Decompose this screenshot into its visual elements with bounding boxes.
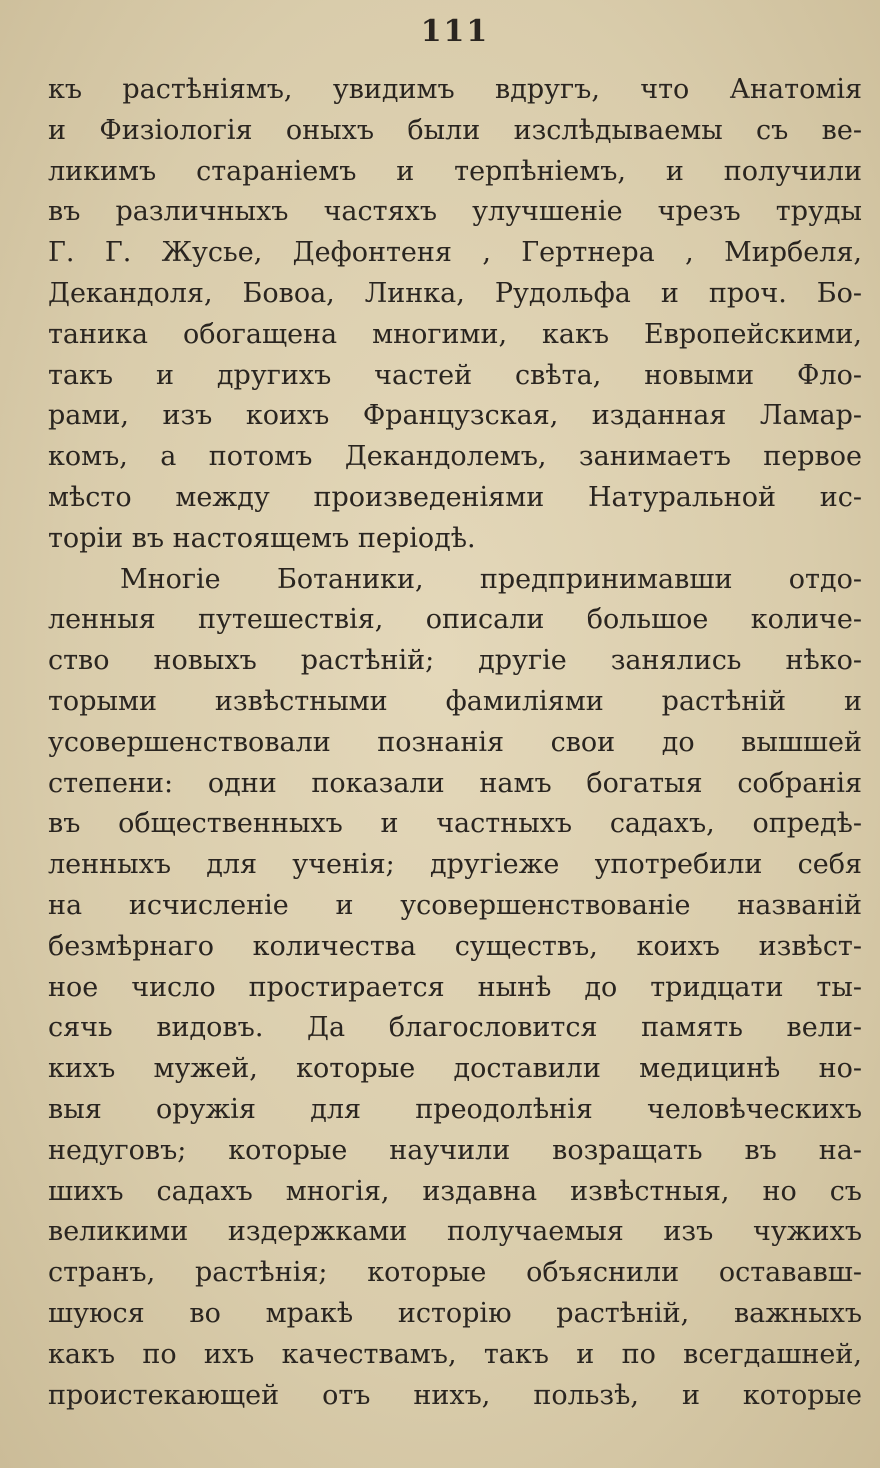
text-line: торыми извѣстными фамиліями растѣній и	[48, 685, 862, 717]
text-line: Декандоля, Бовоа, Линка, Рудольфа и проч. Бо-	[48, 277, 862, 309]
text-line: сячь видовъ. Да благословится память вели-	[48, 1012, 862, 1044]
text-line: въ общественныхъ и частныхъ садахъ, опредѣ-	[48, 808, 862, 840]
text-line: ство новыхъ растѣній; другіе занялись нѣко-	[48, 645, 862, 677]
text-line: на исчисленіе и усовершенствованіе названій	[48, 889, 862, 921]
text-line: торіи въ настоящемъ періодѣ.	[48, 522, 476, 554]
text-line: въ различныхъ частяхъ улучшеніе чрезъ труды	[48, 196, 862, 228]
text-line: странъ, растѣнія; которые объяснили остававш-	[48, 1257, 862, 1289]
text-line: рами, изъ коихъ Французская, изданная Ламар-	[48, 400, 862, 432]
text-line: ленныя путешествія, описали большое количе-	[48, 604, 862, 636]
text-line: таника обогащена многими, какъ Европейскими,	[48, 318, 862, 350]
text-line: такъ и другихъ частей свѣта, новыми Фло-	[48, 359, 862, 391]
text-line: великими издержками получаемыя изъ чужихъ	[48, 1216, 862, 1248]
text-line: ное число простирается нынѣ до тридцати ты-	[48, 971, 862, 1003]
text-body	[48, 70, 862, 1416]
text-line: и Физіологія оныхъ были изслѣдываемы съ ве-	[48, 114, 862, 146]
text-line: шуюся во мракѣ исторію растѣній, важныхъ	[48, 1297, 862, 1329]
text-line: къ растѣніямъ, увидимъ вдругъ, что Анатомія	[48, 74, 862, 105]
text-line: комъ, а потомъ Декандолемъ, занимаетъ первое	[48, 441, 862, 473]
text-line: недуговъ; которые научили возращать въ на-	[48, 1134, 862, 1166]
text-line: мѣсто между произведеніями Натуральной ис-	[48, 481, 862, 513]
page-number: 111	[420, 14, 490, 49]
text-line: какъ по ихъ качествамъ, такъ и по всегдашней,	[48, 1338, 862, 1370]
text-line: безмѣрнаго количества существъ, коихъ извѣст-	[48, 930, 862, 962]
text-line: степени: одни показали намъ богатыя собранія	[48, 767, 862, 799]
text-line: кихъ мужей, которые доставили медицинѣ но-	[48, 1053, 862, 1085]
text-line: Г. Г. Жусье, Дефонтеня , Гертнера , Мирбеля,	[48, 237, 862, 269]
text-line: ленныхъ для ученія; другіеже употребили себя	[48, 849, 862, 881]
text-line: усовершенствовали познанія свои до вышшей	[48, 726, 862, 758]
text-line: ликимъ стараніемъ и терпѣніемъ, и получили	[48, 155, 862, 187]
text-line: шихъ садахъ многія, издавна извѣстныя, но съ	[48, 1175, 862, 1207]
text-line: Многіе Ботаники, предпринимавши отдо-	[120, 563, 862, 595]
text-line: проистекающей отъ нихъ, пользѣ, и которые	[48, 1379, 862, 1411]
text-line: выя оружія для преодолѣнія человѣческихъ	[48, 1093, 862, 1125]
